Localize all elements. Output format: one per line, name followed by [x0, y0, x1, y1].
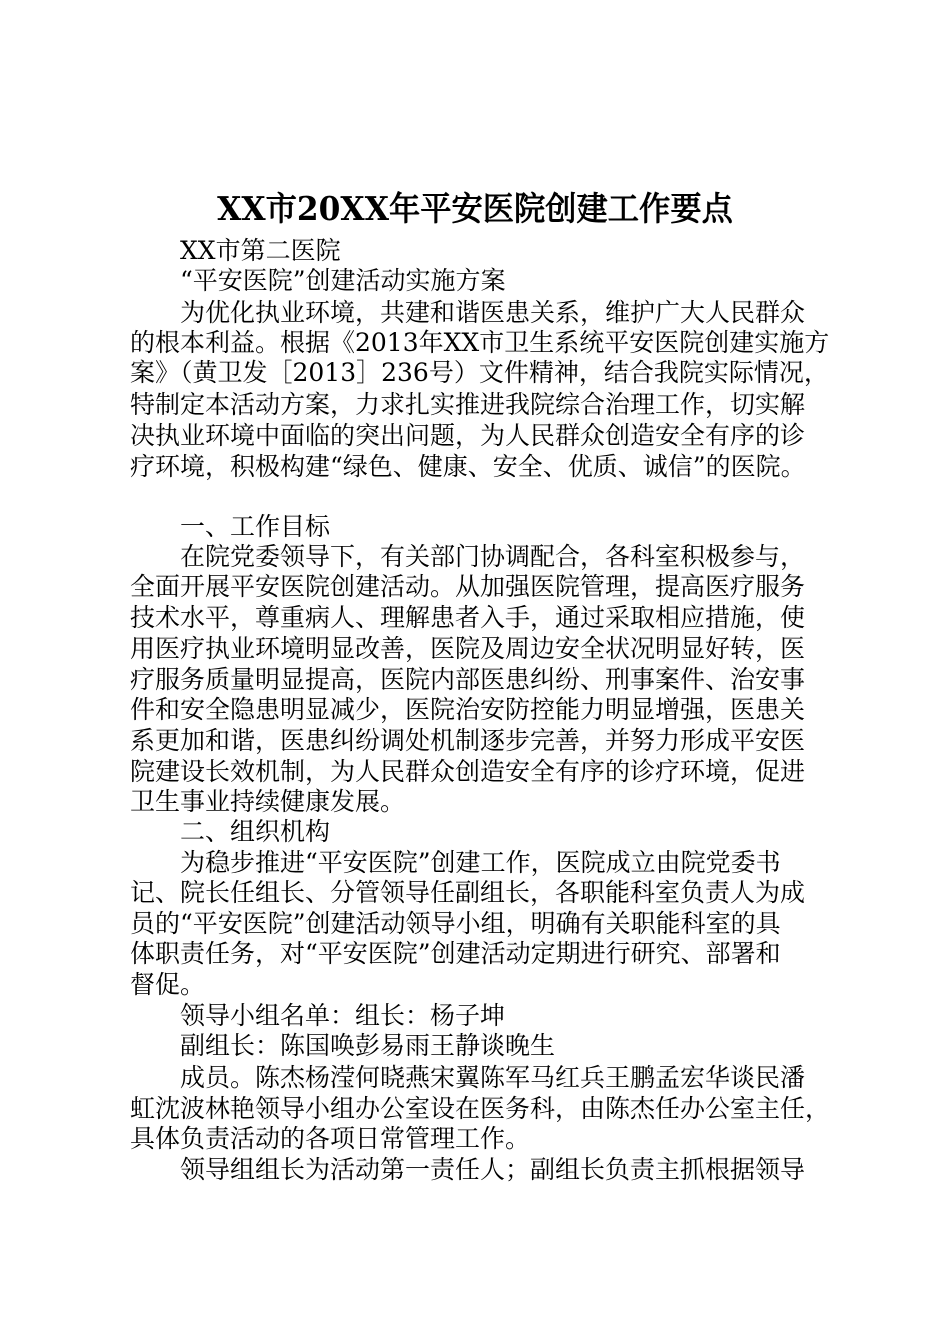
paragraph-line: 在院党委领导下，有关部门协调配合，各科室积极参与，: [180, 542, 806, 571]
paragraph-line: 为优化执业环境，共建和谐医患关系，维护广大人民群众: [180, 298, 806, 327]
hospital-name: XX市第二医院: [180, 236, 341, 265]
paragraph-line: 案》（黄卫发［2013］236号）文件精神，结合我院实际情况，: [130, 358, 829, 387]
paragraph-line: 虹沈波林艳领导小组办公室设在医务科，由陈杰任办公室主任，: [130, 1094, 831, 1123]
paragraph-line: 件和安全隐患明显减少，医院治安防控能力明显增强，医患关: [130, 695, 806, 724]
paragraph-line: 用医疗执业环境明显改善，医院及周边安全状况明显好转，医: [130, 634, 806, 663]
paragraph-line: 的根本利益。根据《2013年XX市卫生系统平安医院创建实施方: [130, 328, 830, 357]
deputy-leader-list: 副组长：陈国唤彭易雨王静谈晚生: [180, 1031, 556, 1060]
paragraph-line: 技术水平，尊重病人、理解患者入手，通过采取相应措施，使: [130, 603, 806, 632]
paragraph-line: 决执业环境中面临的突出问题，为人民群众创造安全有序的诊: [130, 421, 806, 450]
paragraph-line: 成员。陈杰杨滢何晓燕宋翼陈军马红兵王鹏孟宏华谈民潘: [180, 1063, 806, 1092]
paragraph-line: 领导组组长为活动第一责任人；副组长负责主抓根据领导: [180, 1155, 806, 1184]
paragraph-line: 特制定本活动方案，力求扎实推进我院综合治理工作，切实解: [130, 390, 806, 419]
paragraph-line: 督促。: [130, 970, 206, 999]
section-heading: 二、组织机构: [180, 817, 331, 846]
document-title: XX市20XX年平安医院创建工作要点: [217, 189, 733, 228]
paragraph-line: 全面开展平安医院创建活动。从加强医院管理，提高医疗服务: [130, 572, 806, 601]
paragraph-line: 为稳步推进“平安医院”创建工作，医院成立由院党委书: [180, 848, 781, 877]
paragraph-line: 体职责任务，对“平安医院”创建活动定期进行研究、部署和: [130, 939, 781, 968]
paragraph-line: 疗服务质量明显提高，医院内部医患纠纷、刑事案件、治安事: [130, 665, 806, 694]
paragraph-line: 疗环境，积极构建“绿色、健康、安全、优质、诚信”的医院。: [130, 452, 806, 481]
section-heading: 一、工作目标: [180, 512, 331, 541]
paragraph-line: 院建设长效机制，为人民群众创造安全有序的诊疗环境，促进: [130, 757, 806, 786]
plan-title: “平安医院”创建活动实施方案: [180, 266, 506, 295]
paragraph-line: 卫生事业持续健康发展。: [130, 787, 406, 816]
paragraph-line: 具体负责活动的各项日常管理工作。: [130, 1124, 531, 1153]
paragraph-line: 记、院长任组长、分管领导任副组长，各职能科室负责人为成: [130, 878, 806, 907]
leader-list: 领导小组名单：组长：杨子坤: [180, 1001, 506, 1030]
paragraph-line: 系更加和谐，医患纠纷调处机制逐步完善，并努力形成平安医: [130, 726, 806, 755]
paragraph-line: 员的“平安医院”创建活动领导小组，明确有关职能科室的具: [130, 909, 781, 938]
